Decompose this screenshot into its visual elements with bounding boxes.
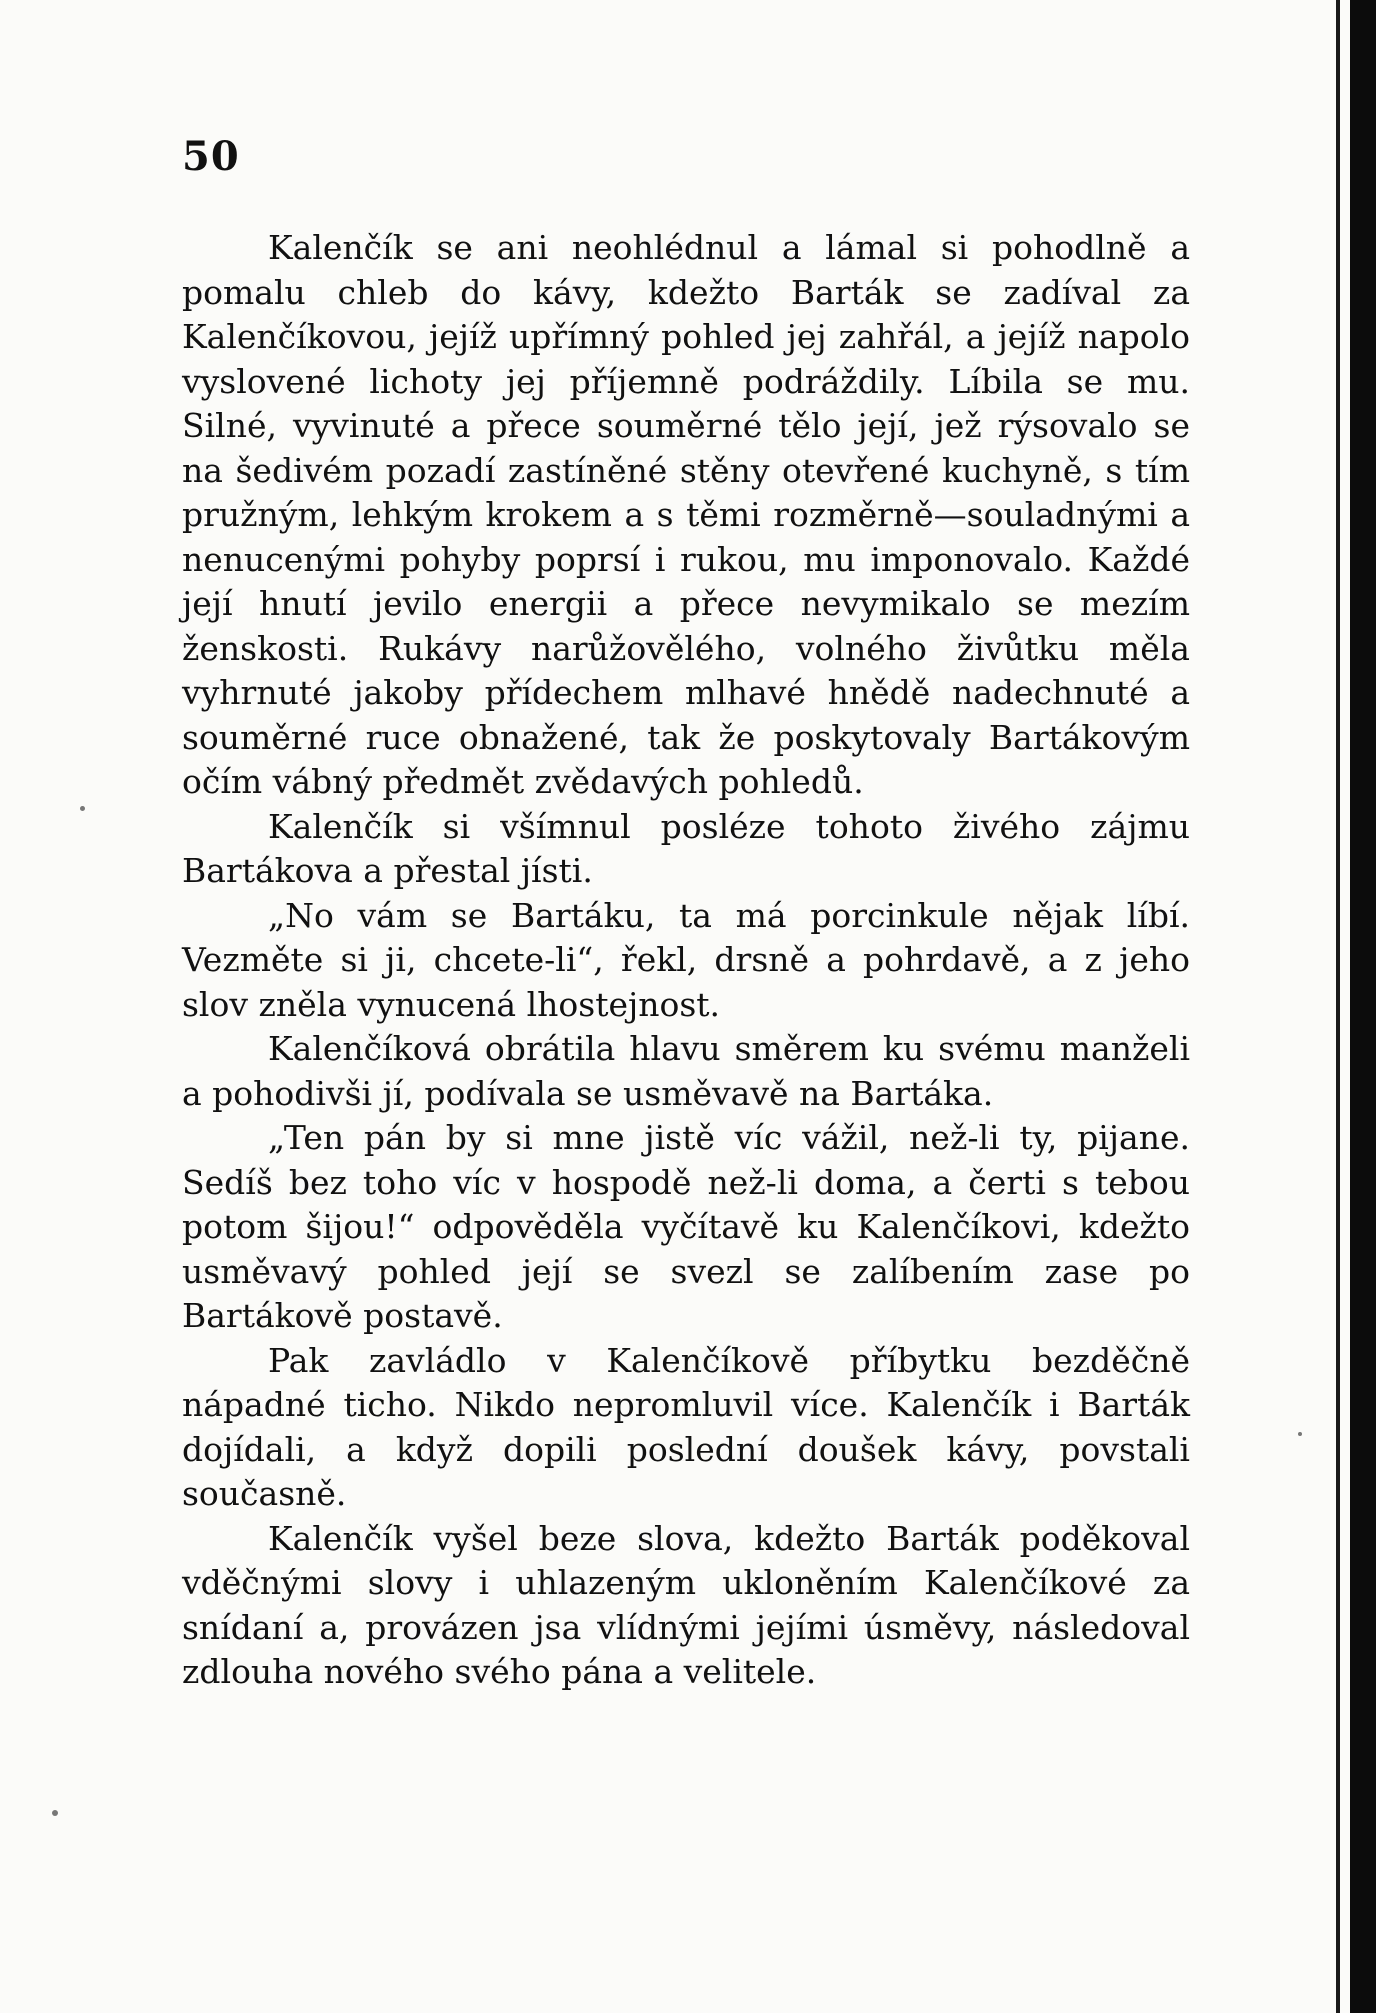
paragraph: Pak zavládlo v Kalenčíkově příbytku bezděčně nápadné ticho. Nikdo nepromluvil více. Kalenčík i Barták dojídali, a když dopili poslední doušek kávy, povstali současně.	[182, 1340, 1190, 1513]
paragraph: Kalenčík se ani neohlédnul a lámal si pohodlně a pomalu chleb do kávy, kdežto Barták se zadíval za Kalenčíkovou, jejíž upřímný pohled jej zahřál, a jejíž napolo vyslovené lichoty jej příjemně podráždily. Líbila se mu. Silné, vyvinuté a přece souměrné tělo její, jež rýsovalo se na šedivém pozadí zastíněné stěny otevřené kuchyně, s tím pružným, lehkým krokem a s těmi rozměrně—souladnými a nenucenými pohyby poprsí i rukou, mu imponovalo. Každé její hnutí jevilo energii a přece nevymikalo se mezím ženskosti. Rukávy narůžovělého, volného živůtku měla vyhrnuté jakoby přídechem mlhavé hnědě nadechnuté a souměrné ruce obnažené, tak že poskytovaly Bartákovým očím vábný předmět zvědavých pohledů.	[182, 228, 1190, 801]
scan-speck	[80, 806, 85, 811]
scan-speck	[1298, 1432, 1302, 1436]
page-edge-line	[1336, 0, 1340, 2013]
paragraph: „Ten pán by si mne jistě víc vážil, než-li ty, pijane. Sedíš bez toho víc v hospodě než-li doma, a čerti s tebou potom šijou!“ odpověděla vyčítavě ku Kalenčíkovi, kdežto usměvavý pohled její se svezl se zalíbením zase po Bartákově postavě.	[182, 1118, 1190, 1335]
paragraph: Kalenčíková obrátila hlavu směrem ku svému manželi a pohodivši jí, podívala se usměvavě na Bartáka.	[182, 1029, 1190, 1113]
paragraph: „No vám se Bartáku, ta má porcinkule nějak líbí. Vezměte si ji, chcete-li“, řekl, drsně a pohrdavě, a z jeho slov zněla vynucená lhostejnost.	[182, 895, 1190, 1024]
paragraph: Kalenčík si všímnul posléze tohoto živého zájmu Bartákova a přestal jísti.	[182, 806, 1190, 890]
scan-speck	[52, 1810, 58, 1816]
page-edge-shadow	[1350, 0, 1376, 2013]
body-text	[182, 226, 1190, 1695]
page-number: 50	[182, 133, 240, 180]
paragraph: Kalenčík vyšel beze slova, kdežto Barták poděkoval vděčnými slovy i uhlazeným ukloněním Kalenčíkové za snídaní a, provázen jsa vlídnými jejími úsměvy, následoval zdlouha nového svého pána a velitele.	[182, 1518, 1190, 1691]
